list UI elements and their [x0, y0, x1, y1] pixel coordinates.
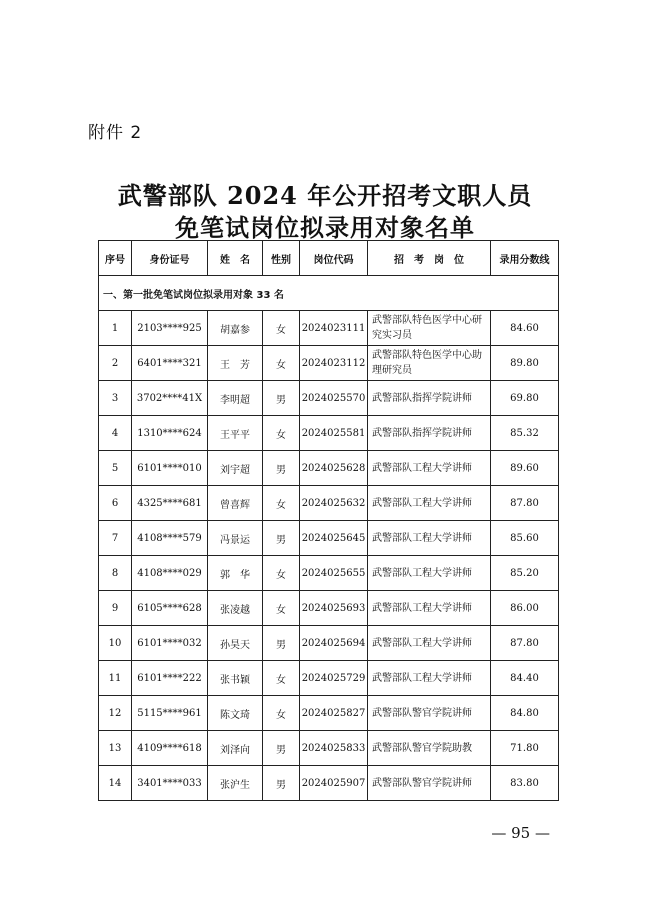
- row-gender: 男: [263, 381, 300, 416]
- row-gender: 女: [263, 696, 300, 731]
- row-score: 69.80: [491, 381, 559, 416]
- row-index: 2: [99, 346, 132, 381]
- table-row: [99, 556, 559, 591]
- row-index: 14: [99, 766, 132, 801]
- row-index: 6: [99, 486, 132, 521]
- table-row: [99, 661, 559, 696]
- row-score: 87.80: [491, 486, 559, 521]
- row-gender: 男: [263, 626, 300, 661]
- document-title-line1: 武警部队 2024 年公开招考文职人员: [117, 181, 533, 210]
- row-post: 武警部队工程大学讲师: [368, 591, 491, 626]
- row-id-number: 3401****033: [132, 766, 208, 801]
- row-id-number: 4108****579: [132, 521, 208, 556]
- row-score: 84.40: [491, 661, 559, 696]
- row-gender: 男: [263, 451, 300, 486]
- row-post: 武警部队工程大学讲师: [368, 661, 491, 696]
- row-name: 曾喜辉: [208, 486, 263, 521]
- row-score: 71.80: [491, 731, 559, 766]
- row-gender: 女: [263, 591, 300, 626]
- row-index: 7: [99, 521, 132, 556]
- row-post: 武警部队指挥学院讲师: [368, 416, 491, 451]
- document-title-line2: 免笔试岗位拟录用对象名单: [175, 213, 475, 242]
- row-post: 武警部队工程大学讲师: [368, 451, 491, 486]
- row-index: 11: [99, 661, 132, 696]
- table-row: [99, 626, 559, 661]
- table-row: [99, 766, 559, 801]
- row-score: 85.60: [491, 521, 559, 556]
- row-score: 86.00: [491, 591, 559, 626]
- row-score: 84.60: [491, 311, 559, 346]
- row-id-number: 2103****925: [132, 311, 208, 346]
- row-post-code: 2024025581: [300, 416, 368, 451]
- row-gender: 男: [263, 521, 300, 556]
- row-post-code: 2024025632: [300, 486, 368, 521]
- row-gender: 女: [263, 661, 300, 696]
- row-gender: 男: [263, 731, 300, 766]
- row-name: 王平平: [208, 416, 263, 451]
- row-id-number: 6101****222: [132, 661, 208, 696]
- row-name: 冯景运: [208, 521, 263, 556]
- row-post: 武警部队警官学院讲师: [368, 696, 491, 731]
- row-post: 武警部队工程大学讲师: [368, 521, 491, 556]
- row-post-code: 2024023111: [300, 311, 368, 346]
- row-name: 刘泽向: [208, 731, 263, 766]
- row-post-code: 2024025827: [300, 696, 368, 731]
- row-score: 85.20: [491, 556, 559, 591]
- row-post-code: 2024025907: [300, 766, 368, 801]
- row-post-code: 2024023112: [300, 346, 368, 381]
- row-gender: 女: [263, 311, 300, 346]
- section-label: 一、第一批免笔试岗位拟录用对象 33 名: [99, 276, 559, 311]
- row-post: 武警部队警官学院讲师: [368, 766, 491, 801]
- header-post: 招 考 岗 位: [368, 241, 491, 276]
- row-post-code: 2024025694: [300, 626, 368, 661]
- header-id-number: 身份证号: [132, 241, 208, 276]
- table-row: [99, 346, 559, 381]
- row-post: 武警部队特色医学中心助理研究员: [368, 346, 491, 381]
- row-gender: 女: [263, 486, 300, 521]
- row-index: 1: [99, 311, 132, 346]
- row-post-code: 2024025645: [300, 521, 368, 556]
- row-index: 10: [99, 626, 132, 661]
- page-number: — 95 —: [491, 824, 550, 842]
- candidate-table: [98, 240, 559, 801]
- table-row: [99, 696, 559, 731]
- row-index: 9: [99, 591, 132, 626]
- table-row: [99, 486, 559, 521]
- row-name: 李明超: [208, 381, 263, 416]
- row-id-number: 6101****032: [132, 626, 208, 661]
- table-row: [99, 521, 559, 556]
- row-post-code: 2024025833: [300, 731, 368, 766]
- row-name: 刘宇超: [208, 451, 263, 486]
- row-name: 张凌越: [208, 591, 263, 626]
- header-post-code: 岗位代码: [300, 241, 368, 276]
- header-index: 序号: [99, 241, 132, 276]
- row-post-code: 2024025693: [300, 591, 368, 626]
- row-post-code: 2024025628: [300, 451, 368, 486]
- row-index: 12: [99, 696, 132, 731]
- header-score: 录用分数线: [491, 241, 559, 276]
- row-name: 郭 华: [208, 556, 263, 591]
- row-post: 武警部队工程大学讲师: [368, 556, 491, 591]
- row-id-number: 4325****681: [132, 486, 208, 521]
- row-score: 89.60: [491, 451, 559, 486]
- row-gender: 女: [263, 346, 300, 381]
- table-row: [99, 591, 559, 626]
- row-name: 胡嘉参: [208, 311, 263, 346]
- table-row: [99, 416, 559, 451]
- row-gender: 女: [263, 416, 300, 451]
- row-id-number: 5115****961: [132, 696, 208, 731]
- row-name: 孙昊天: [208, 626, 263, 661]
- row-id-number: 3702****41X: [132, 381, 208, 416]
- row-score: 87.80: [491, 626, 559, 661]
- row-post: 武警部队指挥学院讲师: [368, 381, 491, 416]
- row-score: 85.32: [491, 416, 559, 451]
- attachment-label: 附件 2: [88, 123, 143, 143]
- table-row: [99, 451, 559, 486]
- row-index: 4: [99, 416, 132, 451]
- row-id-number: 6101****010: [132, 451, 208, 486]
- section-row: [99, 276, 559, 311]
- row-score: 84.80: [491, 696, 559, 731]
- row-post-code: 2024025570: [300, 381, 368, 416]
- row-name: 张书颖: [208, 661, 263, 696]
- row-id-number: 6105****628: [132, 591, 208, 626]
- row-post: 武警部队特色医学中心研究实习员: [368, 311, 491, 346]
- table-row: [99, 731, 559, 766]
- row-name: 王 芳: [208, 346, 263, 381]
- table-row: [99, 311, 559, 346]
- row-post: 武警部队警官学院助教: [368, 731, 491, 766]
- row-name: 张沪生: [208, 766, 263, 801]
- row-index: 13: [99, 731, 132, 766]
- row-id-number: 1310****624: [132, 416, 208, 451]
- row-post-code: 2024025729: [300, 661, 368, 696]
- row-post-code: 2024025655: [300, 556, 368, 591]
- row-post: 武警部队工程大学讲师: [368, 626, 491, 661]
- row-id-number: 6401****321: [132, 346, 208, 381]
- table-row: [99, 381, 559, 416]
- header-name: 姓 名: [208, 241, 263, 276]
- row-score: 89.80: [491, 346, 559, 381]
- row-index: 3: [99, 381, 132, 416]
- row-gender: 男: [263, 766, 300, 801]
- row-score: 83.80: [491, 766, 559, 801]
- row-id-number: 4108****029: [132, 556, 208, 591]
- row-post: 武警部队工程大学讲师: [368, 486, 491, 521]
- row-name: 陈文琦: [208, 696, 263, 731]
- row-gender: 女: [263, 556, 300, 591]
- row-index: 5: [99, 451, 132, 486]
- row-index: 8: [99, 556, 132, 591]
- row-id-number: 4109****618: [132, 731, 208, 766]
- header-gender: 性别: [263, 241, 300, 276]
- table-header-row: [99, 241, 559, 276]
